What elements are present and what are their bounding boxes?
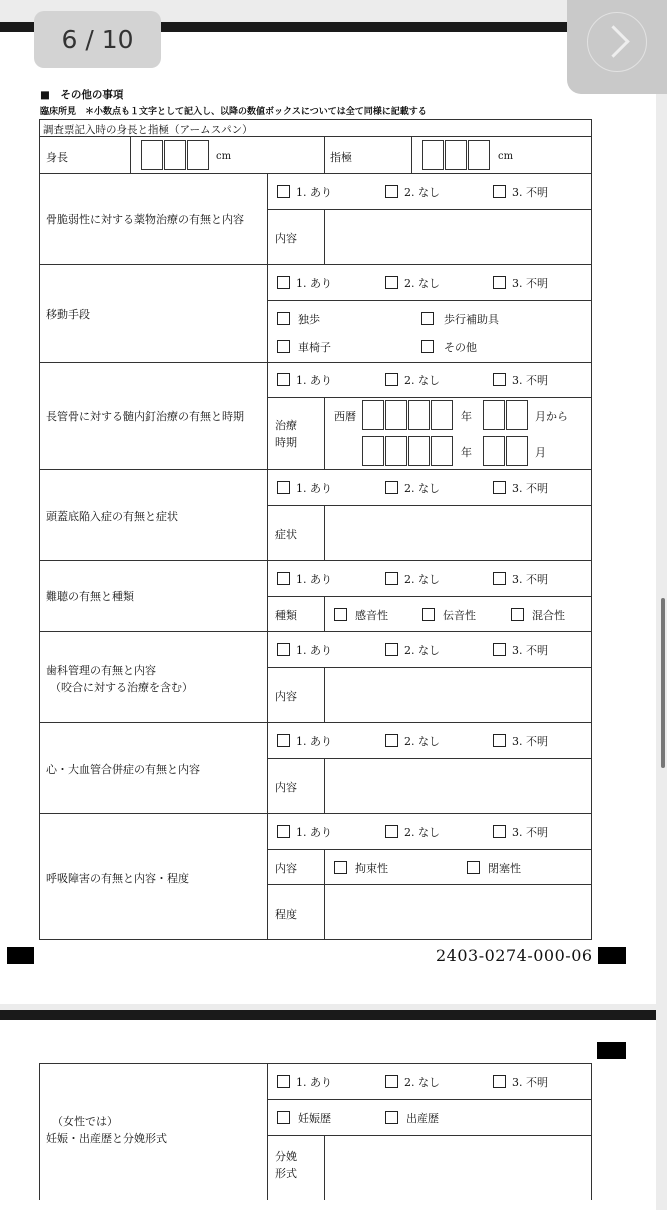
hearing-unknown-label: 3. 不明 [512, 573, 548, 586]
grid-line [324, 667, 325, 722]
height-unit: cm [216, 151, 232, 162]
grid-line [39, 722, 592, 723]
grid-line [324, 397, 325, 469]
hearing-mixed-checkbox[interactable] [511, 608, 524, 621]
grid-line [267, 1099, 592, 1100]
fragility-label: 骨脆弱性に対する薬物治療の有無と内容 [46, 213, 244, 226]
mobility-label: 移動手段 [46, 308, 90, 321]
dental-unknown-checkbox[interactable] [493, 643, 506, 656]
birth-history-label: 出産歴 [406, 1112, 439, 1125]
grid-line [324, 849, 325, 939]
height-digit-box[interactable] [164, 140, 186, 170]
delivery-label-1: 分娩 [275, 1150, 297, 1163]
hearing-conductive-label: 伝音性 [443, 609, 476, 622]
dental-yes-checkbox[interactable] [277, 643, 290, 656]
respiratory-no-label: 2. なし [404, 826, 440, 839]
grid-line [39, 631, 592, 632]
dental-content-label: 内容 [275, 690, 297, 703]
fragility-no-label: 2. なし [404, 186, 440, 199]
respiratory-restrictive-label: 拘束性 [355, 862, 388, 875]
pregnancy-unknown-checkbox[interactable] [493, 1075, 506, 1088]
basilar-unknown-label: 3. 不明 [512, 482, 548, 495]
fragility-no-checkbox[interactable] [385, 185, 398, 198]
grid-line [39, 119, 592, 120]
pregnancy-unknown-label: 3. 不明 [512, 1076, 548, 1089]
cardio-unknown-label: 3. 不明 [512, 735, 548, 748]
next-page-button[interactable] [567, 0, 667, 94]
grid-line [267, 1135, 592, 1136]
fragility-unknown-checkbox[interactable] [493, 185, 506, 198]
nail-era-label: 西暦 [334, 410, 356, 423]
registration-mark [598, 947, 626, 964]
fragility-unknown-label: 3. 不明 [512, 186, 548, 199]
grid-line [324, 596, 325, 631]
mobility-other-label: その他 [444, 341, 477, 354]
respiratory-unknown-label: 3. 不明 [512, 826, 548, 839]
fragility-yes-checkbox[interactable] [277, 185, 290, 198]
grid-line [591, 1063, 592, 1200]
pregnancy-no-checkbox[interactable] [385, 1075, 398, 1088]
section-note: 臨床所見 ＊小数点も１文字として記入し、以降の数値ボックスについては全て同様に記載する [40, 107, 427, 117]
mobility-no-label: 2. なし [404, 277, 440, 290]
hearing-type-label: 種類 [275, 609, 297, 622]
nail-unknown-label: 3. 不明 [512, 374, 548, 387]
cardio-no-checkbox[interactable] [385, 734, 398, 747]
registration-mark [7, 947, 34, 964]
hearing-yes-checkbox[interactable] [277, 572, 290, 585]
respiratory-obstructive-label: 閉塞性 [488, 862, 521, 875]
cardio-no-label: 2. なし [404, 735, 440, 748]
mobility-yes-checkbox[interactable] [277, 276, 290, 289]
nail-unknown-checkbox[interactable] [493, 373, 506, 386]
form-id: 2403-0274-000-06 [436, 946, 593, 965]
grid-line [324, 136, 325, 173]
grid-line [39, 362, 592, 363]
nail-no-label: 2. なし [404, 374, 440, 387]
nail-start-month-digit[interactable] [483, 400, 505, 430]
nail-start-year-digit[interactable] [362, 400, 384, 430]
nail-end-month-unit: 月 [535, 446, 546, 459]
mobility-wheelchair-checkbox[interactable] [277, 340, 290, 353]
dental-no-checkbox[interactable] [385, 643, 398, 656]
grid-line [267, 209, 592, 210]
grid-line [39, 173, 592, 174]
respiratory-unknown-checkbox[interactable] [493, 825, 506, 838]
basilar-no-checkbox[interactable] [385, 481, 398, 494]
nail-start-year-digit[interactable] [385, 400, 407, 430]
respiratory-restrictive-checkbox[interactable] [334, 861, 347, 874]
grid-line [267, 596, 592, 597]
nail-end-month-digit[interactable] [483, 436, 505, 466]
mobility-unknown-checkbox[interactable] [493, 276, 506, 289]
nail-end-year-digit[interactable] [431, 436, 453, 466]
grid-line [39, 264, 592, 265]
cardio-content-label: 内容 [275, 781, 297, 794]
hearing-sensorineural-label: 感音性 [355, 609, 388, 622]
hearing-yes-label: 1. あり [296, 573, 332, 586]
grid-line [267, 173, 268, 939]
nail-start-month-digit[interactable] [506, 400, 528, 430]
armspan-label: 指極 [330, 151, 352, 164]
mobility-wheelchair-label: 車椅子 [298, 341, 331, 354]
nail-no-checkbox[interactable] [385, 373, 398, 386]
cardio-yes-checkbox[interactable] [277, 734, 290, 747]
nail-end-year-unit: 年 [461, 446, 472, 459]
mobility-walk-checkbox[interactable] [277, 312, 290, 325]
nail-yes-checkbox[interactable] [277, 373, 290, 386]
armspan-digit-box[interactable] [445, 140, 467, 170]
grid-line [267, 505, 592, 506]
basilar-unknown-checkbox[interactable] [493, 481, 506, 494]
hearing-no-checkbox[interactable] [385, 572, 398, 585]
grid-line [39, 1063, 40, 1200]
grid-line [39, 469, 592, 470]
respiratory-degree-label: 程度 [275, 908, 297, 921]
nail-end-month-digit[interactable] [506, 436, 528, 466]
nail-time-label-2: 時期 [275, 436, 297, 449]
basilar-yes-checkbox[interactable] [277, 481, 290, 494]
armspan-digit-box[interactable] [468, 140, 490, 170]
hearing-no-label: 2. なし [404, 573, 440, 586]
pregnancy-no-label: 2. なし [404, 1076, 440, 1089]
grid-line [591, 119, 592, 939]
dental-no-label: 2. なし [404, 644, 440, 657]
hearing-mixed-label: 混合性 [532, 609, 565, 622]
mobility-other-checkbox[interactable] [421, 340, 434, 353]
fragility-content-label: 内容 [275, 232, 297, 245]
delivery-label-2: 形式 [275, 1167, 297, 1180]
grid-line [39, 939, 592, 940]
grid-line [39, 1063, 592, 1064]
cardio-unknown-checkbox[interactable] [493, 734, 506, 747]
grid-line [39, 813, 592, 814]
grid-line [267, 1063, 268, 1200]
page-indicator: 6 / 10 [34, 11, 161, 68]
basilar-symptom-label: 症状 [275, 528, 297, 541]
pregnancy-history-checkbox[interactable] [277, 1111, 290, 1124]
cardio-label: 心・大血管合併症の有無と内容 [46, 763, 200, 776]
grid-line [39, 119, 40, 939]
birth-history-checkbox[interactable] [385, 1111, 398, 1124]
pregnancy-yes-label: 1. あり [296, 1076, 332, 1089]
grid-line [267, 884, 592, 885]
nail-start-year-unit: 年 [461, 410, 472, 423]
registration-mark [597, 1042, 626, 1059]
pregnancy-label: 妊娠・出産歴と分娩形式 [46, 1132, 167, 1145]
grid-line [267, 397, 592, 398]
grid-line [324, 758, 325, 813]
armspan-digit-box[interactable] [422, 140, 444, 170]
mobility-unknown-label: 3. 不明 [512, 277, 548, 290]
grid-line [267, 300, 592, 301]
grid-line [130, 136, 131, 173]
scrollbar[interactable] [661, 598, 665, 768]
respiratory-no-checkbox[interactable] [385, 825, 398, 838]
respiratory-yes-checkbox[interactable] [277, 825, 290, 838]
height-digit-box[interactable] [187, 140, 209, 170]
cardio-yes-label: 1. あり [296, 735, 332, 748]
nail-label: 長管骨に対する髄内釘治療の有無と時期 [46, 410, 244, 423]
section-title: ■ その他の事項 [40, 89, 124, 101]
nail-start-year-digit[interactable] [408, 400, 430, 430]
mobility-walk-label: 独歩 [298, 313, 320, 326]
measure-header: 調査票記入時の身長と指極（アームスパン） [43, 124, 253, 136]
height-digit-box[interactable] [141, 140, 163, 170]
respiratory-obstructive-checkbox[interactable] [467, 861, 480, 874]
pregnancy-sublabel: （女性では） [52, 1115, 118, 1128]
grid-line [267, 849, 592, 850]
nail-end-year-digit[interactable] [408, 436, 430, 466]
height-label: 身長 [46, 151, 68, 164]
grid-line [267, 758, 592, 759]
basilar-yes-label: 1. あり [296, 482, 332, 495]
pregnancy-history-label: 妊娠歴 [298, 1112, 331, 1125]
dental-yes-label: 1. あり [296, 644, 332, 657]
respiratory-label: 呼吸障害の有無と内容・程度 [46, 872, 189, 885]
grid-line [267, 667, 592, 668]
grid-line [39, 560, 592, 561]
fragility-yes-label: 1. あり [296, 186, 332, 199]
nail-time-label-1: 治療 [275, 419, 297, 432]
hearing-sensorineural-checkbox[interactable] [334, 608, 347, 621]
dental-label: 歯科管理の有無と内容 [46, 664, 156, 677]
dental-unknown-label: 3. 不明 [512, 644, 548, 657]
hearing-unknown-checkbox[interactable] [493, 572, 506, 585]
basilar-label: 頭蓋底陥入症の有無と症状 [46, 510, 178, 523]
grid-line [324, 209, 325, 264]
grid-line [324, 505, 325, 560]
dental-sublabel: （咬合に対する治療を含む） [50, 681, 193, 694]
mobility-no-checkbox[interactable] [385, 276, 398, 289]
grid-line [324, 1135, 325, 1200]
respiratory-yes-label: 1. あり [296, 826, 332, 839]
nail-end-year-digit[interactable] [362, 436, 384, 466]
nail-end-year-digit[interactable] [385, 436, 407, 466]
armspan-unit: cm [498, 151, 514, 162]
hearing-conductive-checkbox[interactable] [422, 608, 435, 621]
mobility-yes-label: 1. あり [296, 277, 332, 290]
hearing-label: 難聴の有無と種類 [46, 590, 134, 603]
respiratory-content-label: 内容 [275, 862, 297, 875]
basilar-no-label: 2. なし [404, 482, 440, 495]
mobility-aid-label: 歩行補助具 [444, 313, 499, 326]
nail-start-year-digit[interactable] [431, 400, 453, 430]
mobility-aid-checkbox[interactable] [421, 312, 434, 325]
nail-start-month-unit: 月から [535, 410, 568, 423]
grid-line [411, 136, 412, 173]
nail-yes-label: 1. あり [296, 374, 332, 387]
pregnancy-yes-checkbox[interactable] [277, 1075, 290, 1088]
